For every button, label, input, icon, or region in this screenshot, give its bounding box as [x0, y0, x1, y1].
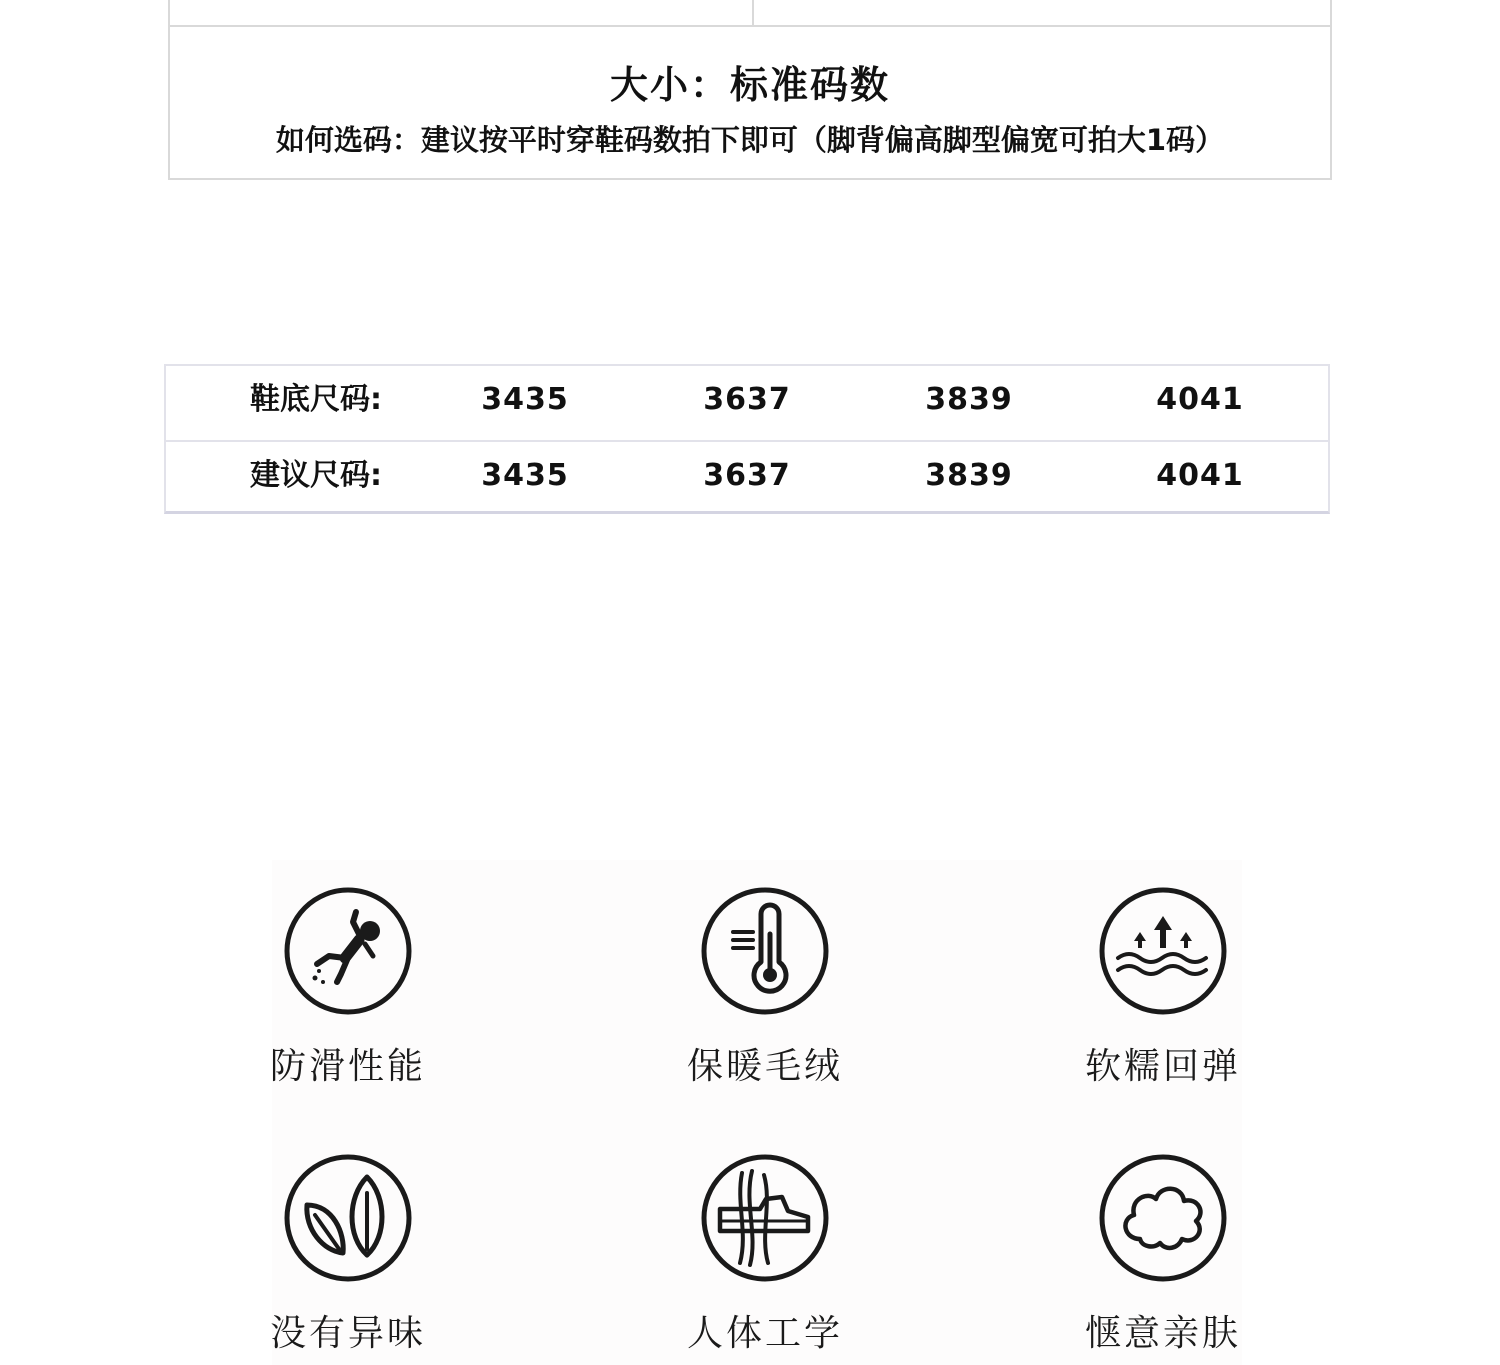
feature-label: 惬意亲肤 [1084, 1313, 1241, 1354]
feature-label: 保暖毛绒 [686, 1046, 843, 1087]
feature-warm-fleece [645, 886, 885, 1089]
size-info-box [168, 0, 1332, 180]
feature-anti-slip [228, 886, 468, 1089]
ergonomic-shoe-icon [700, 1153, 830, 1283]
table-row [166, 366, 1328, 442]
feature-soft-rebound [1043, 886, 1283, 1089]
size-value: 3839 [925, 458, 1013, 493]
size-value: 4041 [1156, 382, 1244, 417]
leaves-icon [283, 1153, 413, 1283]
size-value: 3637 [703, 458, 791, 493]
size-value: 3435 [481, 382, 569, 417]
feature-no-odor [228, 1153, 468, 1356]
feature-ergonomics [645, 1153, 885, 1356]
size-title: 大小：标准码数 [609, 63, 890, 107]
feature-label: 软糯回弹 [1084, 1046, 1241, 1087]
slip-person-icon [283, 886, 413, 1016]
size-value: 3839 [925, 382, 1013, 417]
divider [170, 25, 1330, 27]
divider [752, 0, 754, 25]
feature-label: 人体工学 [686, 1313, 843, 1354]
table-row [166, 442, 1328, 516]
row-label: 鞋底尺码: [250, 382, 382, 417]
size-value: 3435 [481, 458, 569, 493]
feature-skin-friendly [1043, 1153, 1283, 1356]
size-value: 4041 [1156, 458, 1244, 493]
feature-label: 没有异味 [269, 1313, 426, 1354]
size-table [164, 364, 1330, 514]
feature-label: 防滑性能 [269, 1046, 426, 1087]
size-note: 如何选码：建议按平时穿鞋码数拍下即可（脚背偏高脚型偏宽可拍大1码） [275, 123, 1225, 157]
rebound-arrows-icon [1098, 886, 1228, 1016]
thermometer-icon [700, 886, 830, 1016]
row-label: 建议尺码: [250, 458, 382, 493]
size-value: 3637 [703, 382, 791, 417]
cloud-icon [1098, 1153, 1228, 1283]
